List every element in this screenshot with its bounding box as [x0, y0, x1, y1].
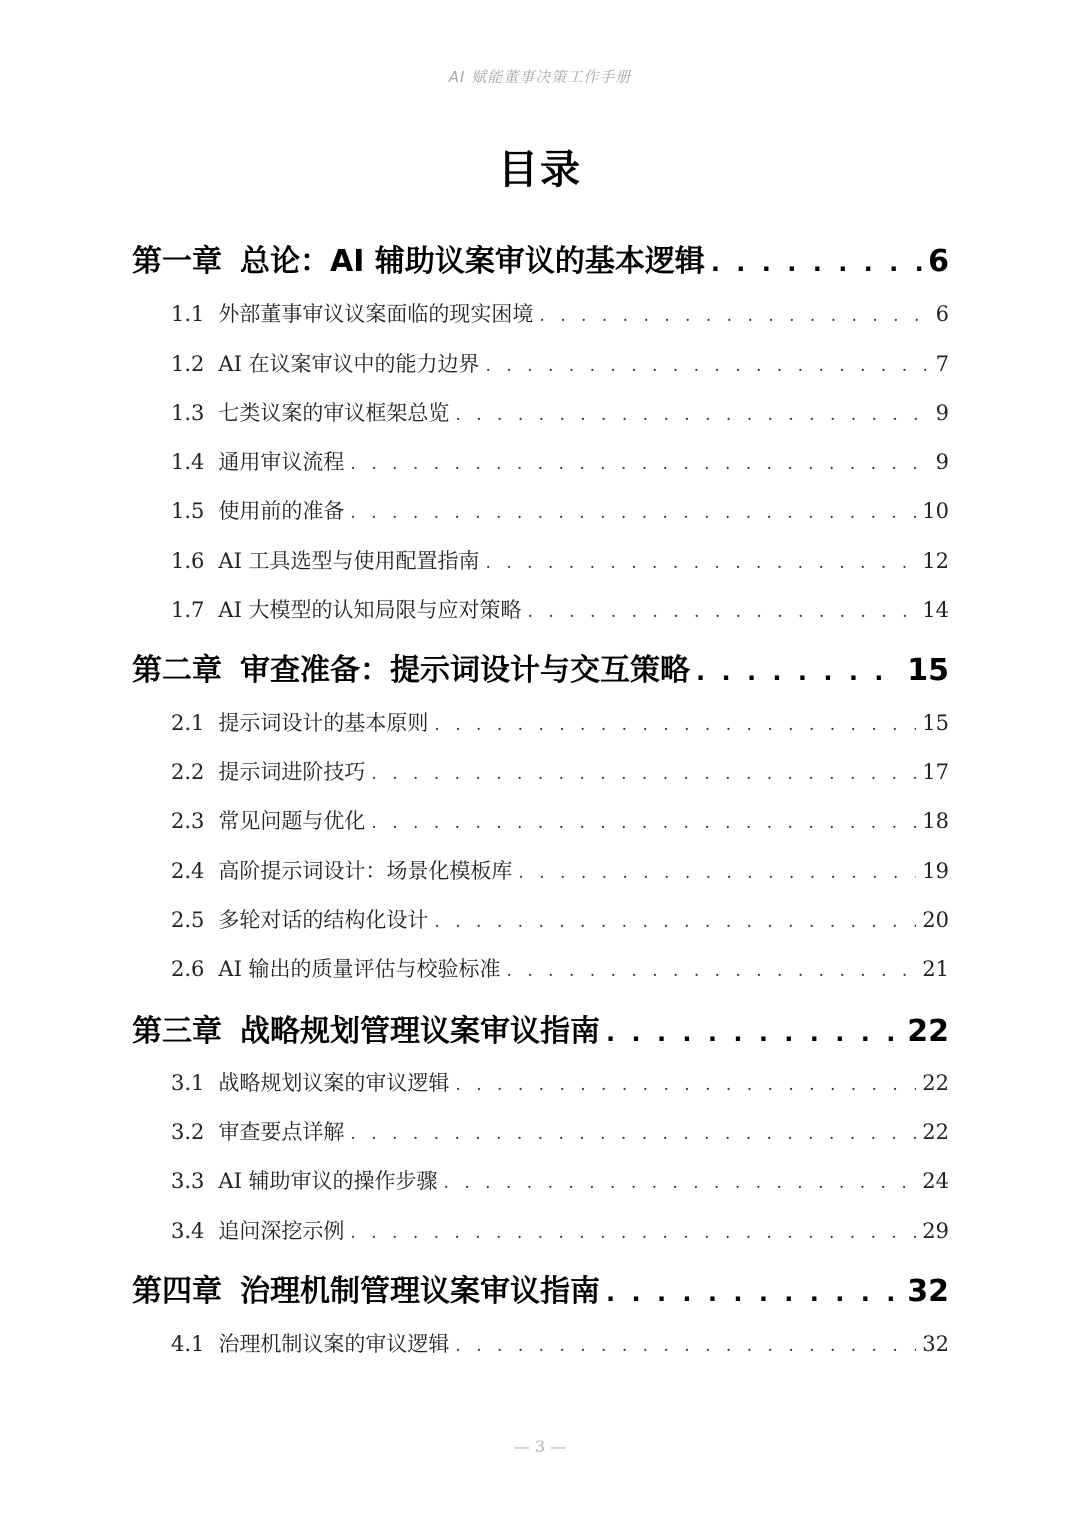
dot-leader: [486, 356, 930, 376]
toc-section-entry[interactable]: [171, 1328, 949, 1358]
toc-entry-page-number: 15: [907, 653, 949, 688]
dot-leader: [350, 1124, 916, 1144]
toc-entry-label: 追问深挖示例: [218, 1219, 345, 1243]
toc-entry-number: 2.3: [171, 809, 205, 833]
dot-leader: [606, 1279, 901, 1307]
toc-entry-label: 使用前的准备: [218, 499, 345, 523]
toc-entry-page-number: 18: [922, 809, 949, 833]
toc-entry-number: 第一章: [132, 244, 222, 279]
toc-chapter-entry[interactable]: [132, 645, 949, 689]
toc-entry-page-number: 6: [935, 302, 949, 326]
toc-entry-page-number: 9: [935, 450, 949, 474]
toc-entry-number: 2.1: [171, 711, 205, 735]
toc-entry-number: 2.2: [171, 760, 205, 784]
dot-leader: [539, 306, 929, 326]
dot-leader: [518, 863, 916, 883]
dot-leader: [455, 405, 929, 425]
toc-entry-label: 审查准备：提示词设计与交互策略: [240, 653, 690, 688]
dot-leader: [455, 1075, 916, 1095]
toc-entry-number: 2.5: [171, 908, 205, 932]
toc-section-entry[interactable]: [171, 904, 949, 934]
dot-leader: [434, 912, 916, 932]
toc-section-entry[interactable]: [171, 1165, 949, 1195]
toc-entry-page-number: 22: [907, 1014, 949, 1049]
dot-leader: [711, 249, 922, 277]
toc-entry-number: 第四章: [132, 1274, 222, 1309]
toc-entry-page-number: 7: [935, 352, 949, 376]
toc-entry-label: 外部董事审议议案面临的现实困境: [218, 302, 534, 326]
toc-chapter-entry[interactable]: [132, 236, 949, 280]
dot-leader: [507, 961, 917, 981]
toc-entry-label: 审查要点详解: [218, 1120, 345, 1144]
toc-section-entry[interactable]: [171, 348, 949, 378]
toc-entry-page-number: 14: [922, 598, 949, 622]
toc-entry-label: AI 辅助审议的操作步骤: [218, 1169, 438, 1193]
toc-entry-label: 治理机制管理议案审议指南: [240, 1274, 600, 1309]
toc-entry-label: 多轮对话的结构化设计: [218, 908, 429, 932]
dot-leader: [371, 813, 916, 833]
toc-section-entry[interactable]: [171, 855, 949, 885]
toc-entry-label: 总论：AI 辅助议案审议的基本逻辑: [240, 244, 705, 279]
toc-entry-number: 1.1: [171, 302, 205, 326]
toc-entry-page-number: 17: [922, 760, 949, 784]
toc-section-entry[interactable]: [171, 953, 949, 983]
dot-leader: [371, 764, 916, 784]
toc-entry-page-number: 29: [922, 1219, 949, 1243]
toc-entry-page-number: 15: [922, 711, 949, 735]
dot-leader: [434, 715, 916, 735]
toc-section-entry[interactable]: [171, 495, 949, 525]
toc-entry-number: 1.7: [171, 598, 205, 622]
toc-section-entry[interactable]: [171, 594, 949, 624]
toc-entry-label: 七类议案的审议框架总览: [218, 401, 450, 425]
dot-leader: [350, 454, 929, 474]
toc-entry-number: 1.2: [171, 352, 205, 376]
toc-section-entry[interactable]: [171, 1116, 949, 1146]
toc-entry-page-number: 19: [922, 859, 949, 883]
toc-entry-number: 4.1: [171, 1332, 205, 1356]
dot-leader: [350, 503, 916, 523]
toc-section-entry[interactable]: [171, 298, 949, 328]
toc-entry-label: 通用审议流程: [218, 450, 345, 474]
dot-leader: [606, 1019, 901, 1047]
toc-entry-page-number: 6: [928, 244, 949, 279]
toc-entry-number: 2.4: [171, 859, 205, 883]
toc-chapter-entry[interactable]: [132, 1006, 949, 1050]
toc-entry-page-number: 20: [922, 908, 949, 932]
toc-entry-page-number: 22: [922, 1120, 949, 1144]
toc-entry-page-number: 12: [922, 549, 949, 573]
toc-entry-label: 提示词设计的基本原则: [218, 711, 429, 735]
toc-entry-page-number: 21: [922, 957, 949, 981]
toc-section-entry[interactable]: [171, 805, 949, 835]
toc-entry-number: 2.6: [171, 957, 205, 981]
dot-leader: [455, 1336, 916, 1356]
toc-entry-label: 治理机制议案的审议逻辑: [218, 1332, 450, 1356]
dot-leader: [528, 602, 917, 622]
toc-entry-label: 常见问题与优化: [218, 809, 366, 833]
page-number: — 3 —: [513, 1437, 567, 1456]
dot-leader: [486, 553, 917, 573]
toc-entry-number: 第二章: [132, 653, 222, 688]
toc-entry-number: 1.4: [171, 450, 205, 474]
toc-section-entry[interactable]: [171, 1067, 949, 1097]
toc-entry-number: 3.2: [171, 1120, 205, 1144]
toc-entry-number: 3.4: [171, 1219, 205, 1243]
toc-section-entry[interactable]: [171, 707, 949, 737]
toc-entry-label: AI 在议案审议中的能力边界: [218, 352, 480, 376]
toc-section-entry[interactable]: [171, 545, 949, 575]
toc-section-entry[interactable]: [171, 446, 949, 476]
toc-section-entry[interactable]: [171, 1215, 949, 1245]
toc-entry-number: 1.3: [171, 401, 205, 425]
toc-entry-number: 1.6: [171, 549, 205, 573]
toc-entry-page-number: 9: [935, 401, 949, 425]
toc-section-entry[interactable]: [171, 756, 949, 786]
toc-entry-label: 战略规划议案的审议逻辑: [218, 1071, 450, 1095]
toc-entry-page-number: 32: [922, 1332, 949, 1356]
toc-entry-number: 第三章: [132, 1014, 222, 1049]
toc-entry-page-number: 24: [922, 1169, 949, 1193]
toc-entry-page-number: 10: [922, 499, 949, 523]
toc-entry-label: AI 输出的质量评估与校验标准: [218, 957, 501, 981]
toc-entry-number: 1.5: [171, 499, 205, 523]
toc-entry-label: 提示词进阶技巧: [218, 760, 366, 784]
toc-entry-label: AI 工具选型与使用配置指南: [218, 549, 480, 573]
running-header: AI 赋能董事决策工作手册: [448, 68, 632, 86]
dot-leader: [350, 1223, 916, 1243]
dot-leader: [696, 658, 901, 686]
toc-entry-page-number: 32: [907, 1274, 949, 1309]
toc-entry-label: 战略规划管理议案审议指南: [240, 1014, 600, 1049]
toc-entry-label: AI 大模型的认知局限与应对策略: [218, 598, 522, 622]
toc-entry-label: 高阶提示词设计：场景化模板库: [218, 859, 513, 883]
page-title: 目录: [498, 147, 582, 193]
toc-entry-page-number: 22: [922, 1071, 949, 1095]
toc-entry-number: 3.1: [171, 1071, 205, 1095]
dot-leader: [444, 1173, 917, 1193]
toc-section-entry[interactable]: [171, 397, 949, 427]
toc-chapter-entry[interactable]: [132, 1266, 949, 1310]
toc-entry-number: 3.3: [171, 1169, 205, 1193]
